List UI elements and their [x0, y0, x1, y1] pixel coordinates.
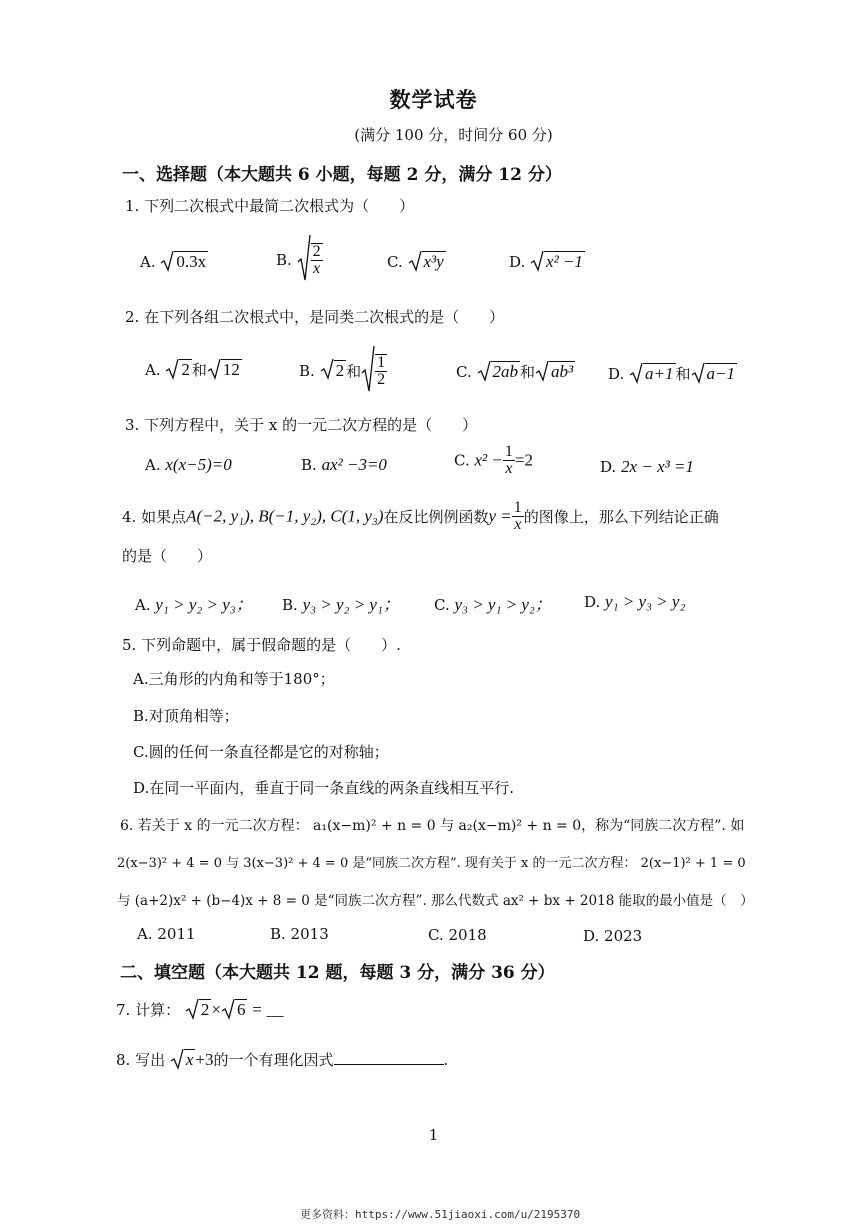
- q7-radicand1: 2: [200, 1000, 210, 1019]
- q8-radicand: x: [185, 1050, 194, 1069]
- q2-b-denominator: 2: [377, 371, 386, 388]
- q6-line1: 6. 若关于 x 的一元二次方程： a₁(x−m)² + n = 0 与 a₂(x−m)² + n = 0，称为“同族二次方程”. 如: [120, 818, 745, 834]
- q2-option-c: [456, 360, 575, 386]
- q1-d-label: D.: [509, 253, 526, 271]
- q5-option-d: D.在同一平面内，垂直于同一条直线的两条直线相互平行.: [133, 779, 515, 797]
- q4-b-label: B.: [282, 596, 298, 614]
- q5-option-c: C.圆的任何一条直径都是它的对称轴；: [133, 743, 389, 761]
- q1-option-d: [509, 250, 585, 276]
- q5-stem: 5. 下列命题中，属于假命题的是（ ）.: [122, 636, 401, 654]
- q6-option-a: A. 2011: [137, 925, 196, 943]
- q3-a-expr: x(x−5)=0: [165, 455, 232, 474]
- q3-b-label: B.: [301, 456, 317, 474]
- q2-a-radicand2: 12: [222, 360, 240, 379]
- q3-a-label: A.: [145, 456, 161, 474]
- q1-option-b: [276, 234, 323, 286]
- q3-c-fraction: [503, 444, 515, 477]
- q1-b-numerator: 2: [312, 243, 321, 260]
- q2-b-radicand1: 2: [335, 361, 345, 380]
- q3-option-a: [145, 455, 232, 475]
- q1-a-radicand: 0.3x: [176, 252, 207, 271]
- q4-d-expr: y₁ > y₃ > y₂: [605, 592, 686, 611]
- q7-times: ×: [211, 1000, 221, 1019]
- q2-d-and: 和: [675, 365, 691, 383]
- q4-d-label: D.: [584, 593, 601, 611]
- sqrt-icon: [221, 998, 235, 1024]
- q3-option-b: [301, 455, 387, 475]
- page-subtitle: (满分 100 分，时间分 60 分): [354, 126, 553, 144]
- q4-points: A(−2, y₁), B(−1, y₂), C(1, y₃): [186, 506, 384, 526]
- q7-radicand2: 6: [236, 1000, 246, 1019]
- q7-pre: 7. 计算：: [116, 1001, 181, 1019]
- q6-line2: 2(x−3)² + 4 = 0 与 3(x−3)² + 4 = 0 是“同族二次方程”. 现有关于 x 的一元二次方程： 2(x−1)² + 1 = 0: [117, 856, 746, 871]
- q4-stem: [122, 500, 719, 533]
- q2-option-a: [145, 358, 242, 384]
- q4-stem-pre: 4. 如果点: [122, 508, 187, 526]
- sqrt-icon: [535, 360, 549, 386]
- q8-mid: 的一个有理化因式: [213, 1051, 334, 1069]
- sqrt-icon: [629, 362, 643, 388]
- sqrt-icon: [691, 362, 705, 388]
- sqrt-icon: [408, 250, 422, 276]
- q5-option-b: B.对顶角相等；: [133, 707, 239, 725]
- q1-d-radicand: x² −1: [546, 252, 583, 271]
- q6-option-d: D. 2023: [583, 927, 643, 945]
- q4-option-c: [434, 590, 552, 615]
- q3-c-post: =2: [514, 450, 533, 470]
- q3-stem: 3. 下列方程中，关于 x 的一元二次方程的是（ ）: [125, 416, 478, 434]
- q1-b-denominator: x: [313, 260, 321, 277]
- sqrt-icon: [185, 998, 199, 1024]
- q2-b-fraction: [375, 354, 387, 388]
- q3-c-numerator: 1: [504, 443, 513, 460]
- q6-line3: 与 (a+2)x² + (b−4)x + 8 = 0 是“同族二次方程”. 那么代数式 ax² + bx + 2018 能取的最小值是（ ）: [117, 893, 754, 909]
- q6-option-b: B. 2013: [270, 925, 329, 943]
- q4-func-numerator: 1: [513, 499, 522, 516]
- q3-b-expr: ax² −3=0: [321, 455, 387, 474]
- q3-c-pre: x² −: [474, 450, 503, 470]
- sqrt-icon: [207, 358, 221, 384]
- q8: [116, 1048, 448, 1074]
- q7: [116, 998, 284, 1024]
- q4-func-denominator: x: [514, 516, 522, 533]
- q3-d-expr: 2x − x³ =1: [621, 457, 694, 476]
- q4-b-expr: y₃ > y₂ > y₁；: [302, 595, 400, 614]
- q4-stem-post: 的图像上，那么下列结论正确: [523, 508, 719, 526]
- q3-option-c: [454, 444, 533, 477]
- q2-stem: 2. 在下列各组二次根式中，是同类二次根式的是（ ）: [125, 308, 505, 326]
- q2-d-radicand2: a−1: [706, 364, 736, 383]
- q1-b-fraction: [311, 243, 323, 277]
- q2-c-and: 和: [520, 363, 536, 381]
- q2-c-radicand1: 2ab: [492, 362, 518, 381]
- q2-option-b: [299, 345, 387, 397]
- q8-answer-blank[interactable]: [334, 1050, 444, 1065]
- q2-b-label: B.: [299, 362, 315, 380]
- q8-plus: +3: [195, 1050, 214, 1069]
- q3-c-denominator: x: [505, 460, 513, 477]
- q6-option-c: C. 2018: [428, 926, 487, 944]
- section1-heading: 一、选择题（本大题共 6 小题，每题 2 分，满分 12 分）: [122, 165, 562, 185]
- q4-option-d: [584, 592, 685, 612]
- sqrt-icon: [320, 358, 334, 384]
- sqrt-icon: [530, 250, 544, 276]
- sqrt-icon: [160, 250, 174, 276]
- q1-c-label: C.: [387, 253, 403, 271]
- q4-stem-mid: 在反比例例函数: [383, 508, 489, 526]
- q2-a-and: 和: [191, 361, 207, 379]
- footer-link[interactable]: 更多资料：https://www.51jiaoxi.com/u/2195370: [300, 1208, 581, 1221]
- q4-c-label: C.: [434, 596, 450, 614]
- q4-option-a: [135, 590, 253, 615]
- q2-c-label: C.: [456, 363, 472, 381]
- q1-a-label: A.: [140, 253, 156, 271]
- q2-d-radicand1: a+1: [645, 364, 674, 383]
- sqrt-icon: [361, 345, 375, 397]
- q2-c-radicand2: ab³: [551, 362, 574, 381]
- q2-b-numerator: 1: [377, 354, 386, 371]
- q2-a-radicand1: 2: [181, 360, 190, 379]
- q4-func-fraction: [512, 500, 524, 533]
- q1-stem: 1. 下列二次根式中最简二次根式为（ ）: [125, 197, 415, 215]
- q4-a-expr: y₁ > y₂ > y₃；: [155, 595, 253, 614]
- q5-option-a: A.三角形的内角和等于180°；: [133, 670, 335, 688]
- q4-func-pre: y =: [488, 506, 512, 526]
- q3-option-d: [600, 457, 694, 477]
- q2-d-label: D.: [608, 365, 625, 383]
- sqrt-icon: [165, 358, 179, 384]
- q3-c-label: C.: [454, 451, 470, 470]
- section2-heading: 二、填空题（本大题共 12 题，每题 3 分，满分 36 分）: [120, 963, 555, 983]
- q1-b-label: B.: [276, 251, 292, 269]
- page-title: 数学试卷: [389, 87, 478, 112]
- sqrt-icon: [297, 234, 311, 286]
- q2-a-label: A.: [145, 361, 161, 379]
- q7-answer-blank[interactable]: __: [266, 1000, 284, 1019]
- q2-option-d: [608, 362, 737, 388]
- sqrt-icon: [477, 360, 491, 386]
- page-number: 1: [428, 1126, 439, 1144]
- q8-end: .: [443, 1051, 449, 1069]
- q1-option-a: [140, 250, 208, 276]
- q1-option-c: [387, 250, 446, 276]
- q7-equals: =: [252, 1000, 262, 1019]
- q2-b-and: 和: [346, 362, 362, 381]
- q4-a-label: A.: [135, 596, 151, 614]
- sqrt-icon: [170, 1048, 184, 1074]
- q3-d-label: D.: [600, 458, 617, 476]
- q1-c-radicand: x³y: [423, 252, 444, 271]
- q8-pre: 8. 写出: [116, 1051, 166, 1069]
- q4-stem-line2: 的是（ ）: [122, 547, 213, 565]
- q4-option-b: [282, 590, 400, 615]
- q4-c-expr: y₃ > y₁ > y₂；: [454, 595, 552, 614]
